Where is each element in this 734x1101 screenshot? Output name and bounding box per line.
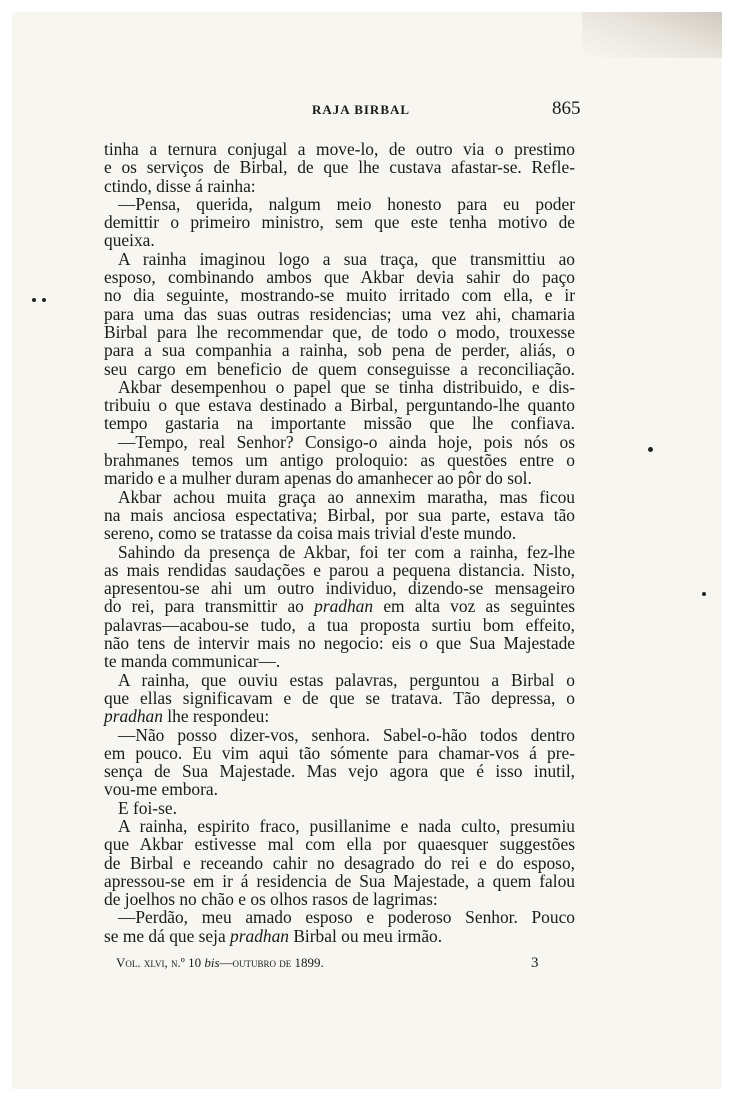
text-line: —Pensa, querida, nalgum meio honesto para eu poder (118, 193, 575, 214)
text-line: E foi-se. (118, 797, 177, 818)
text-line: na mais anciosa espectativa; Birbal, por sua parte, estava tão (104, 504, 575, 525)
text-line: seu cargo em beneficio de quem conseguisse a reconciliação. (104, 358, 575, 379)
text-line: Akbar achou muita graça ao annexim maratha, mas ficou (118, 486, 575, 507)
text-line: sença de Sua Majestade. Mas vejo agora que é isso inutil, (104, 761, 575, 782)
body-text (104, 140, 575, 945)
text-line: no dia seguinte, mostrando-se muito irritado com ella, e ir (104, 285, 575, 306)
page-number: 865 (552, 98, 581, 119)
text-line: apresentou-se ahi um outro individuo, dizendo-se mensageiro (104, 578, 575, 599)
margin-speck (32, 298, 36, 302)
text-line: palavras—acabou-se tudo, a tua proposta surtiu bom effeito, (104, 614, 575, 635)
text-line: Birbal para lhe recommendar que, de todo o modo, trouxesse (104, 321, 575, 342)
margin-speck (648, 447, 653, 452)
text-line (104, 707, 575, 725)
text-line: e os serviços de Birbal, de que lhe custava afastar-se. Refle- (104, 157, 575, 178)
document-page (12, 12, 722, 1089)
signature-text: Vol. xlvi, n.º 10 (116, 955, 205, 970)
text-fragment: lhe respondeu: (162, 706, 270, 727)
text-fragment: se me dá que seja (104, 925, 231, 946)
signature-line (116, 955, 324, 971)
text-line: que Akbar estivesse mal com ella por quaesquer suggestões (104, 834, 575, 855)
text-line: tinha a ternura conjugal a move-lo, de outro via o prestimo (104, 139, 575, 159)
text-fragment: do rei, para transmittir ao (104, 596, 315, 617)
text-line: A rainha, espirito fraco, pusillanime e nada culto, presumiu (118, 815, 575, 836)
text-line (104, 927, 575, 945)
signature-number: 3 (531, 955, 539, 971)
signature-italic: bis (204, 955, 220, 970)
text-line: A rainha imaginou logo a sua traça, que transmittiu ao (118, 248, 575, 269)
text-fragment: Birbal ou meu irmão. (288, 925, 443, 946)
text-line: Akbar desempenhou o papel que se tinha distribuido, e dis- (118, 376, 575, 397)
text-line: Sahindo da presença de Akbar, foi ter com a rainha, fez-lhe (118, 541, 575, 562)
text-line: —Não posso dizer-vos, senhora. Sabel-o-hão todos dentro (118, 724, 575, 745)
text-line (104, 597, 575, 615)
text-line: as mais rendidas saudações e parou a pequena distancia. Nisto, (104, 559, 575, 580)
text-line: que ellas significavam e de que se tratava. Tão depressa, o (104, 687, 575, 708)
text-line: ctindo, disse á rainha: (104, 175, 256, 196)
signature-text: —outubro de 1899. (219, 955, 324, 970)
text-line: para a sua companhia a rainha, sob pena de perder, aliás, o (104, 340, 575, 361)
text-line: de joelhos no chão e os olhos rasos de lagrimas: (104, 889, 438, 910)
scan-shadow (582, 12, 722, 58)
text-line: —Perdão, meu amado esposo e poderoso Senhor. Pouco (118, 907, 575, 928)
text-line: tribuiu o que estava destinado a Birbal, perguntando-lhe quanto (104, 395, 575, 416)
text-line: vou-me embora. (104, 779, 218, 800)
running-head: RAJA BIRBAL (312, 102, 411, 117)
italic-word: pradhan (104, 706, 163, 727)
text-line: brahmanes temos um antigo proloquio: as questões entre o (104, 450, 575, 471)
text-line: de Birbal e receando cahir no desagrado do rei e do esposo, (104, 852, 575, 873)
italic-word: pradhan (230, 925, 289, 946)
text-line: não tens de intervir mais no negocio: eis o que Sua Majestade (104, 633, 575, 654)
text-line: demittir o primeiro ministro, sem que este tenha motivo de (104, 212, 575, 233)
margin-speck (702, 592, 706, 596)
text-line: —Tempo, real Senhor? Consigo-o ainda hoje, pois nós os (118, 431, 575, 452)
text-line: em pouco. Eu vim aqui tão sómente para chamar-vos á pre- (104, 742, 575, 763)
text-line: apressou-se em ir á residencia de Sua Majestade, a quem falou (104, 870, 575, 891)
text-line: tempo gastaria na importante missão que lhe confiava. (104, 413, 575, 434)
page-frame (12, 12, 722, 1089)
text-line: queixa. (104, 230, 155, 251)
text-line: esposo, combinando ambos que Akbar devia sahir do paço (104, 267, 575, 288)
text-line: sereno, como se tratasse da coisa mais trivial d'este mundo. (104, 523, 517, 544)
text-line: A rainha, que ouviu estas palavras, perguntou a Birbal o (118, 669, 575, 690)
text-line: marido e a mulher duram apenas do amanhecer ao pôr do sol. (104, 468, 532, 489)
margin-speck (42, 298, 46, 302)
text-fragment: em alta voz as seguintes (373, 596, 575, 617)
text-line: te manda communicar—. (104, 651, 281, 672)
italic-word: pradhan (314, 596, 374, 617)
text-line: para uma das suas outras residencias; uma vez ahi, chamaria (104, 303, 575, 324)
